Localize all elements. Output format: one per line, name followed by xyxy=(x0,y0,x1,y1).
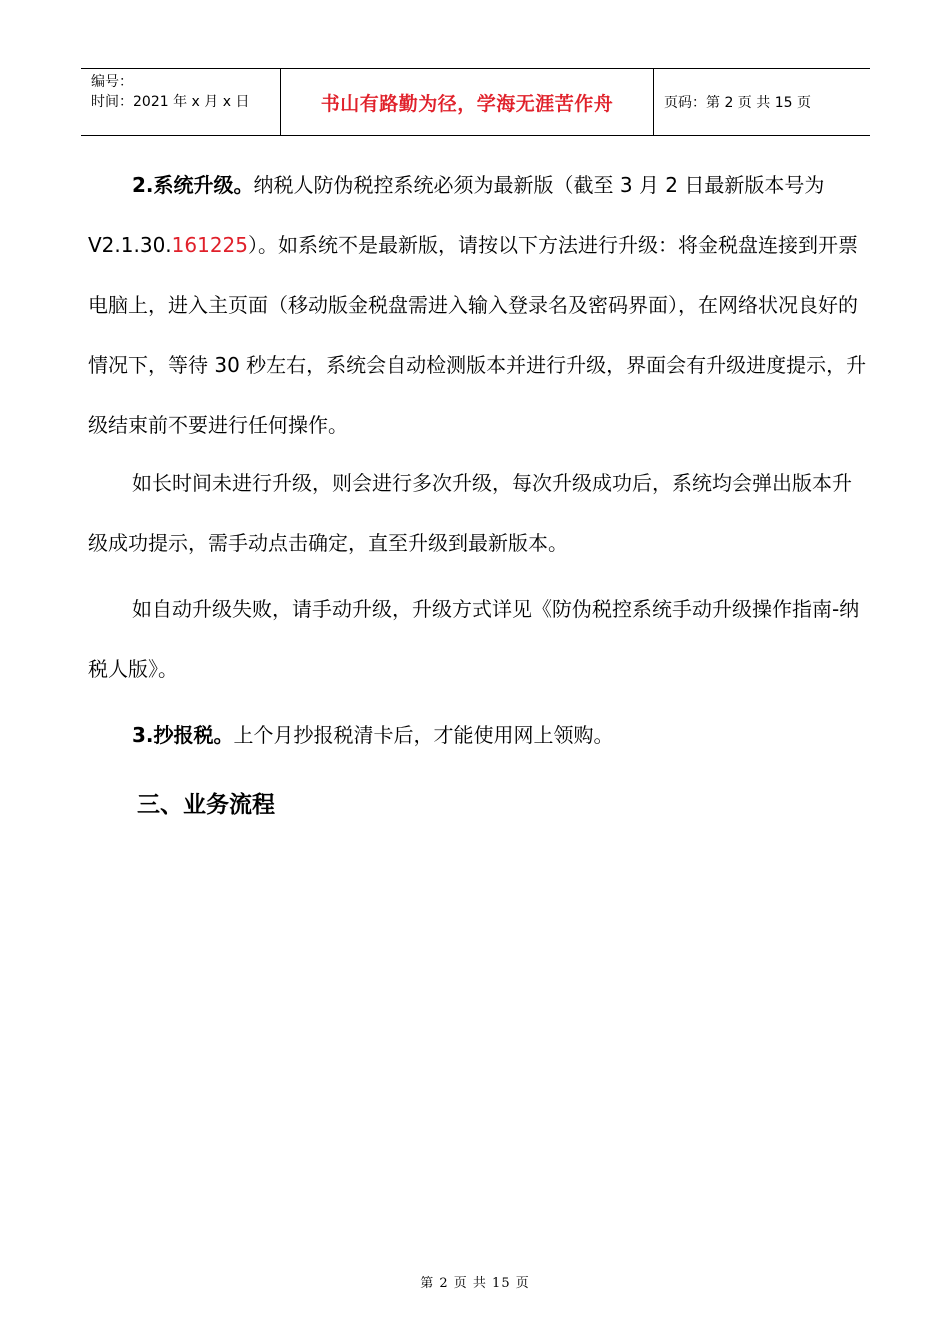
page-footer: 第 2 页 共 15 页 xyxy=(420,1276,530,1291)
page-info-text: 页码：第 2 页 共 15 页 xyxy=(664,95,811,111)
paragraph-text: 如自动升级失败，请手动升级，升级方式详见《防伪税控系统手动升级操作指南-纳税人版》。 xyxy=(88,597,860,681)
paragraph-manual-upgrade xyxy=(88,579,870,699)
paragraph-text: 如长时间未进行升级，则会进行多次升级，每次升级成功后，系统均会弹出版本升级成功提示，需手动点击确定，直至升级到最新版本。 xyxy=(88,471,852,555)
paragraph-heading: 2.系统升级。 xyxy=(132,173,254,197)
paragraph-system-upgrade xyxy=(88,155,870,455)
motto-text: 书山有路勤为径，学海无涯苦作舟 xyxy=(320,92,614,115)
section-title: 三、业务流程 xyxy=(137,792,275,818)
paragraph-heading: 3.抄报税。 xyxy=(132,723,234,747)
document-header xyxy=(81,68,870,136)
header-meta xyxy=(81,69,281,135)
number-label: 编号： xyxy=(91,74,133,90)
header-page-info xyxy=(654,69,870,135)
paragraph-text: ）。如系统不是最新版，请按以下方法进行升级：将金税盘连接到开票电脑上，进入主页面（移动版金税盘需进入输入登录名及密码界面），在网络状况良好的情况下，等待 30 秒左右，系统会自动检测版本并进行升级，界面会有升级进度提示，升级结束前不要进行任何操作。 xyxy=(88,233,867,437)
paragraph-repeat-upgrade xyxy=(88,453,870,573)
paragraph-tax-report xyxy=(88,705,870,765)
version-suffix: 161225 xyxy=(171,233,249,257)
paragraph-text: 纳税人防伪税控系统必须为最新版（截至 3 月 2 日最新版本号为 V2.1.30. xyxy=(88,173,825,257)
paragraph-text: 上个月抄报税清卡后，才能使用网上领购。 xyxy=(233,723,614,747)
time-label: 时间：2021 年 x 月 x 日 xyxy=(91,94,250,110)
header-motto xyxy=(281,69,654,135)
